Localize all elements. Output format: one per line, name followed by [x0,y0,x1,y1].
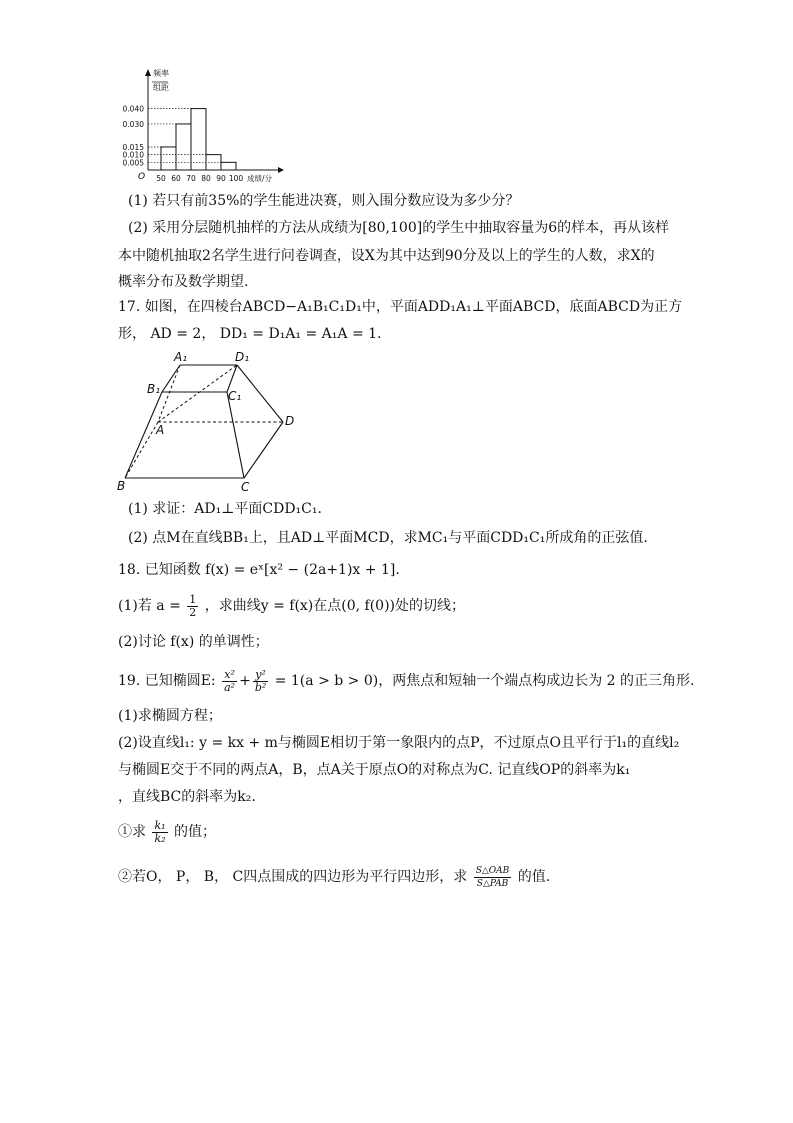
y-squared: y² [253,669,268,682]
b-squared: b² [254,680,267,694]
area-pab: S△PAB [476,878,509,889]
q19-sub1 [118,817,678,847]
label-d1: D₁ [235,350,250,364]
a-squared: a² [224,680,236,694]
q17-stem-line2: 形， AD = 2， DD₁ = D₁A₁ = A₁A = 1. [118,326,382,342]
q16-part1: (1) 若只有前35%的学生能进决赛，则入围分数应设为多少分？ [128,193,520,209]
histogram-bar [191,109,206,170]
q18-stem: 18. 已知函数 f(x) = eˣ[x² − (2a+1)x + 1]. [118,562,400,578]
x-tick-label: 60 [171,174,181,183]
x-tick-label: 90 [216,174,226,183]
area-oab: S△OAB [475,865,510,876]
q16-part2-line3: 概率分布及数学期望. [118,274,249,290]
q19-sub2 [118,862,678,892]
y-axis-label-bottom: 组距 [153,83,169,92]
edge-c1c [227,392,244,478]
x-tick-label: 100 [228,174,244,183]
k1-numerator: k₁ [154,818,166,832]
frustum-figure [110,345,310,497]
x-squared: x² [222,669,237,682]
y-tick-label: 0.005 [122,158,144,168]
q19-sub2-suffix: 的值. [517,869,551,885]
half-fraction [187,594,198,619]
q19-part2-line1: (2)设直线l₁: y = kx + m与椭圆E相切于第一象限内的点P，不过原点O且平行于l₁的直线l₂ [118,735,680,751]
q19-part2-line2: 与椭圆E交于不同的两点A，B，点A关于原点O的对称点为C. 记直线OP的斜率为k₁ [118,762,631,778]
origin-label: O [138,172,146,182]
x-axis-label: 成绩/分 [247,174,273,183]
half-denominator: 2 [189,605,197,619]
q18-part1 [118,592,678,620]
q19-stem-prefix: 19. 已知椭圆E: [118,673,216,689]
area-ratio-fraction [474,865,512,890]
q19-part2-line3: ，直线BC的斜率为k₂. [118,789,256,805]
label-b1: B₁ [147,382,161,396]
q19-sub1-prefix: ①求 [118,824,146,840]
k1-over-k2-fraction [152,820,167,845]
q18-part1-suffix: ，求曲线y = f(x)在点(0, f(0))处的切线； [204,598,466,614]
y-tick-label: 0.010 [122,150,144,160]
histogram-bar [176,124,191,170]
y-tick-label: 0.040 [122,104,144,114]
y-tick-label: 0.030 [122,119,144,129]
q16-part2-line2: 本中随机抽取2名学生进行问卷调查，设X为其中达到90分及以上的学生的人数，求X的 [118,248,655,264]
label-c: C [241,480,250,494]
label-c1: C₁ [228,389,242,403]
label-d: D [285,414,295,428]
q19-part1: (1)求椭圆方程； [118,708,222,724]
edge-cd [244,422,283,478]
q19-sub2-prefix: ②若O， P， B， C四点围成的四边形为平行四边形，求 [118,869,468,885]
q17-part1: (1) 求证：AD₁⊥平面CDD₁C₁. [128,501,322,517]
x-tick-label: 70 [186,174,196,183]
y-axis-label-top: 频率 [153,69,169,78]
k2-denominator: k₂ [154,831,166,845]
x-axis-arrow-icon [278,167,284,173]
edge-d1d [237,365,283,422]
half-numerator: 1 [189,592,197,606]
label-b: B [117,479,126,493]
histogram-bar [221,162,236,170]
hidden-edge-ad1 [158,365,237,422]
label-a: A [156,423,165,437]
frequency-histogram [110,66,290,188]
q19-stem: 19. 已知椭圆E: $\frac{\text{x²}}{\text{a²}}$ + $\frac{\text{y²}}{\text{b²}}$ = 1(a > b > 0)，两焦点和短轴一个端点构成边长为 2 的正三角形. [118,667,695,694]
y-tick-label: 0.015 [122,142,144,152]
x-tick-label: 50 [156,174,166,183]
q19-sub1-suffix: 的值； [173,824,216,840]
x-over-a-fraction [222,669,237,694]
q16-part2-line1: (2) 采用分层随机抽样的方法从成绩为[80,100]的学生中抽取容量为6的样本，再从该样 [128,220,670,236]
histogram-bar [161,147,176,170]
hidden-edge-ab [125,422,158,478]
label-a1: A₁ [174,350,188,364]
q19-stem-suffix: = 1(a > b > 0)，两焦点和短轴一个端点构成边长为 2 的正三角形. [274,673,695,689]
y-over-b-fraction [253,669,268,694]
q17-part2: (2) 点M在直线BB₁上，且AD⊥平面MCD，求MC₁与平面CDD₁C₁所成角的正弦值. [128,530,648,546]
y-axis-arrow-icon [145,69,151,76]
q18-part2: (2)讨论 f(x) 的单调性； [118,634,269,650]
q17-stem-line1: 17. 如图，在四棱台ABCD−A₁B₁C₁D₁中，平面ADD₁A₁⊥平面ABCD，底面ABCD为正方 [118,299,683,315]
q18-part1-prefix: (1)若 a = [118,598,181,614]
x-tick-label: 80 [201,174,211,183]
